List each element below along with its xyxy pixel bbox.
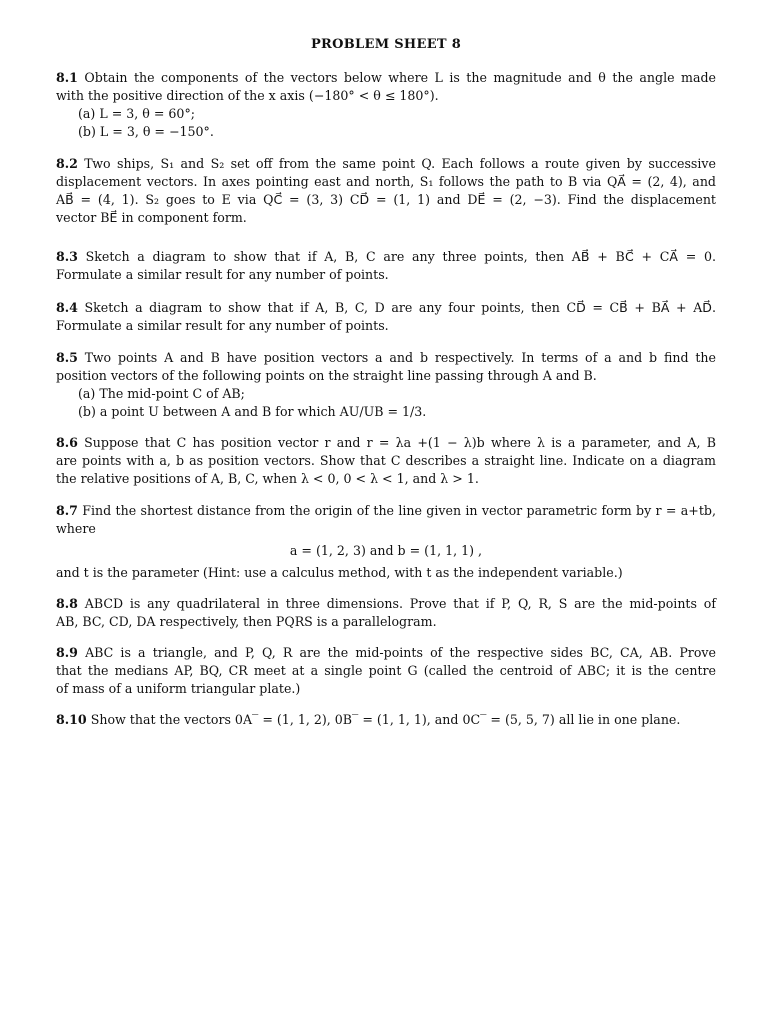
problem-text: vector BE⃗ in component form. xyxy=(56,210,247,225)
problem-text: Show that the vectors 0A‾ = (1, 1, 2), 0B‾ = (1, 1, 1), and 0C‾ = (5, 5, 7) all lie in one plane. xyxy=(90,712,681,727)
problem-text: and t is the parameter (Hint: use a calculus method, with t as the independent variable.) xyxy=(56,565,623,580)
problem-text: Suppose that C has position vector r and r = λa +(1 − λ)b where λ is a parameter, and A, B xyxy=(84,435,716,450)
problem-number: 8.2 xyxy=(56,156,78,171)
problem-text: with the positive direction of the x axis (−180° < θ ≤ 180°). xyxy=(56,88,439,103)
page-title: PROBLEM SHEET 8 xyxy=(310,37,462,52)
problem-subpart: (a) L = 3, θ = 60°; xyxy=(78,106,195,121)
display-equation: a = (1, 2, 3) and b = (1, 1, 1) , xyxy=(289,543,483,558)
problem-text: AB⃗ = (4, 1). S₂ goes to E via QC⃗ = (3, 3) CD⃗ = (1, 1) and DE⃗ = (2, −3). Find the displacement xyxy=(56,192,716,207)
problem-8-4 xyxy=(56,299,716,335)
problem-number: 8.6 xyxy=(56,435,78,450)
problem-text: ABCD is any quadrilateral in three dimensions. Prove that if P, Q, R, S are the mid-points of xyxy=(84,596,716,611)
problem-number: 8.7 xyxy=(56,503,78,518)
problem-text: Obtain the components of the vectors below where L is the magnitude and θ the angle made xyxy=(84,70,716,85)
problem-text: AB, BC, CD, DA respectively, then PQRS is a parallelogram. xyxy=(56,614,437,629)
problem-number: 8.1 xyxy=(56,70,78,85)
problem-8-6 xyxy=(56,434,716,488)
problem-number: 8.10 xyxy=(56,712,87,727)
problem-number: 8.9 xyxy=(56,645,78,660)
problem-text: ABC is a triangle, and P, Q, R are the mid-points of the respective sides BC, CA, AB. Prove xyxy=(85,645,716,660)
problem-text: where xyxy=(56,521,96,536)
problem-8-3 xyxy=(56,248,716,284)
problem-8-7 xyxy=(56,502,716,582)
problem-subpart: (b) a point U between A and B for which AU/UB = 1/3. xyxy=(78,404,427,419)
problem-subpart: (b) L = 3, θ = −150°. xyxy=(78,124,214,139)
problem-8-10 xyxy=(56,711,716,729)
problem-number: 8.3 xyxy=(56,249,78,264)
problem-text: Formulate a similar result for any number of points. xyxy=(56,318,389,333)
problem-text: of mass of a uniform triangular plate.) xyxy=(56,681,301,696)
problem-number: 8.8 xyxy=(56,596,78,611)
problem-text: are points with a, b as position vectors. Show that C describes a straight line. Indicate on a diagram xyxy=(56,453,716,468)
problem-number: 8.4 xyxy=(56,300,78,315)
problem-text: Two ships, S₁ and S₂ set off from the same point Q. Each follows a route given by successive xyxy=(84,156,716,171)
problem-text: that the medians AP, BQ, CR meet at a single point G (called the centroid of ABC; it is the centre xyxy=(56,663,716,678)
problem-8-1 xyxy=(56,69,716,141)
problem-subpart: (a) The mid-point C of AB; xyxy=(78,386,245,401)
problem-8-9 xyxy=(56,644,716,698)
problem-text: the relative positions of A, B, C, when λ < 0, 0 < λ < 1, and λ > 1. xyxy=(56,471,479,486)
problem-8-8 xyxy=(56,595,716,631)
problem-text: Two points A and B have position vectors a and b respectively. In terms of a and b find the xyxy=(84,350,716,365)
problem-text: position vectors of the following points on the straight line passing through A and B. xyxy=(56,368,597,383)
problem-text: Formulate a similar result for any number of points. xyxy=(56,267,389,282)
problem-number: 8.5 xyxy=(56,350,78,365)
problem-text: Find the shortest distance from the origin of the line given in vector parametric form by r = a+tb, xyxy=(82,503,716,518)
problem-text: displacement vectors. In axes pointing east and north, S₁ follows the path to B via QA⃗ = (2, 4), and xyxy=(56,174,716,189)
problem-8-2 xyxy=(56,155,716,227)
problem-8-5 xyxy=(56,349,716,421)
problem-text: Sketch a diagram to show that if A, B, C, D are any four points, then CD⃗ = CB⃗ + BA⃗ + AD⃗. xyxy=(84,300,716,315)
problem-text: Sketch a diagram to show that if A, B, C are any three points, then AB⃗ + BC⃗ + CA⃗ = 0. xyxy=(85,249,716,264)
